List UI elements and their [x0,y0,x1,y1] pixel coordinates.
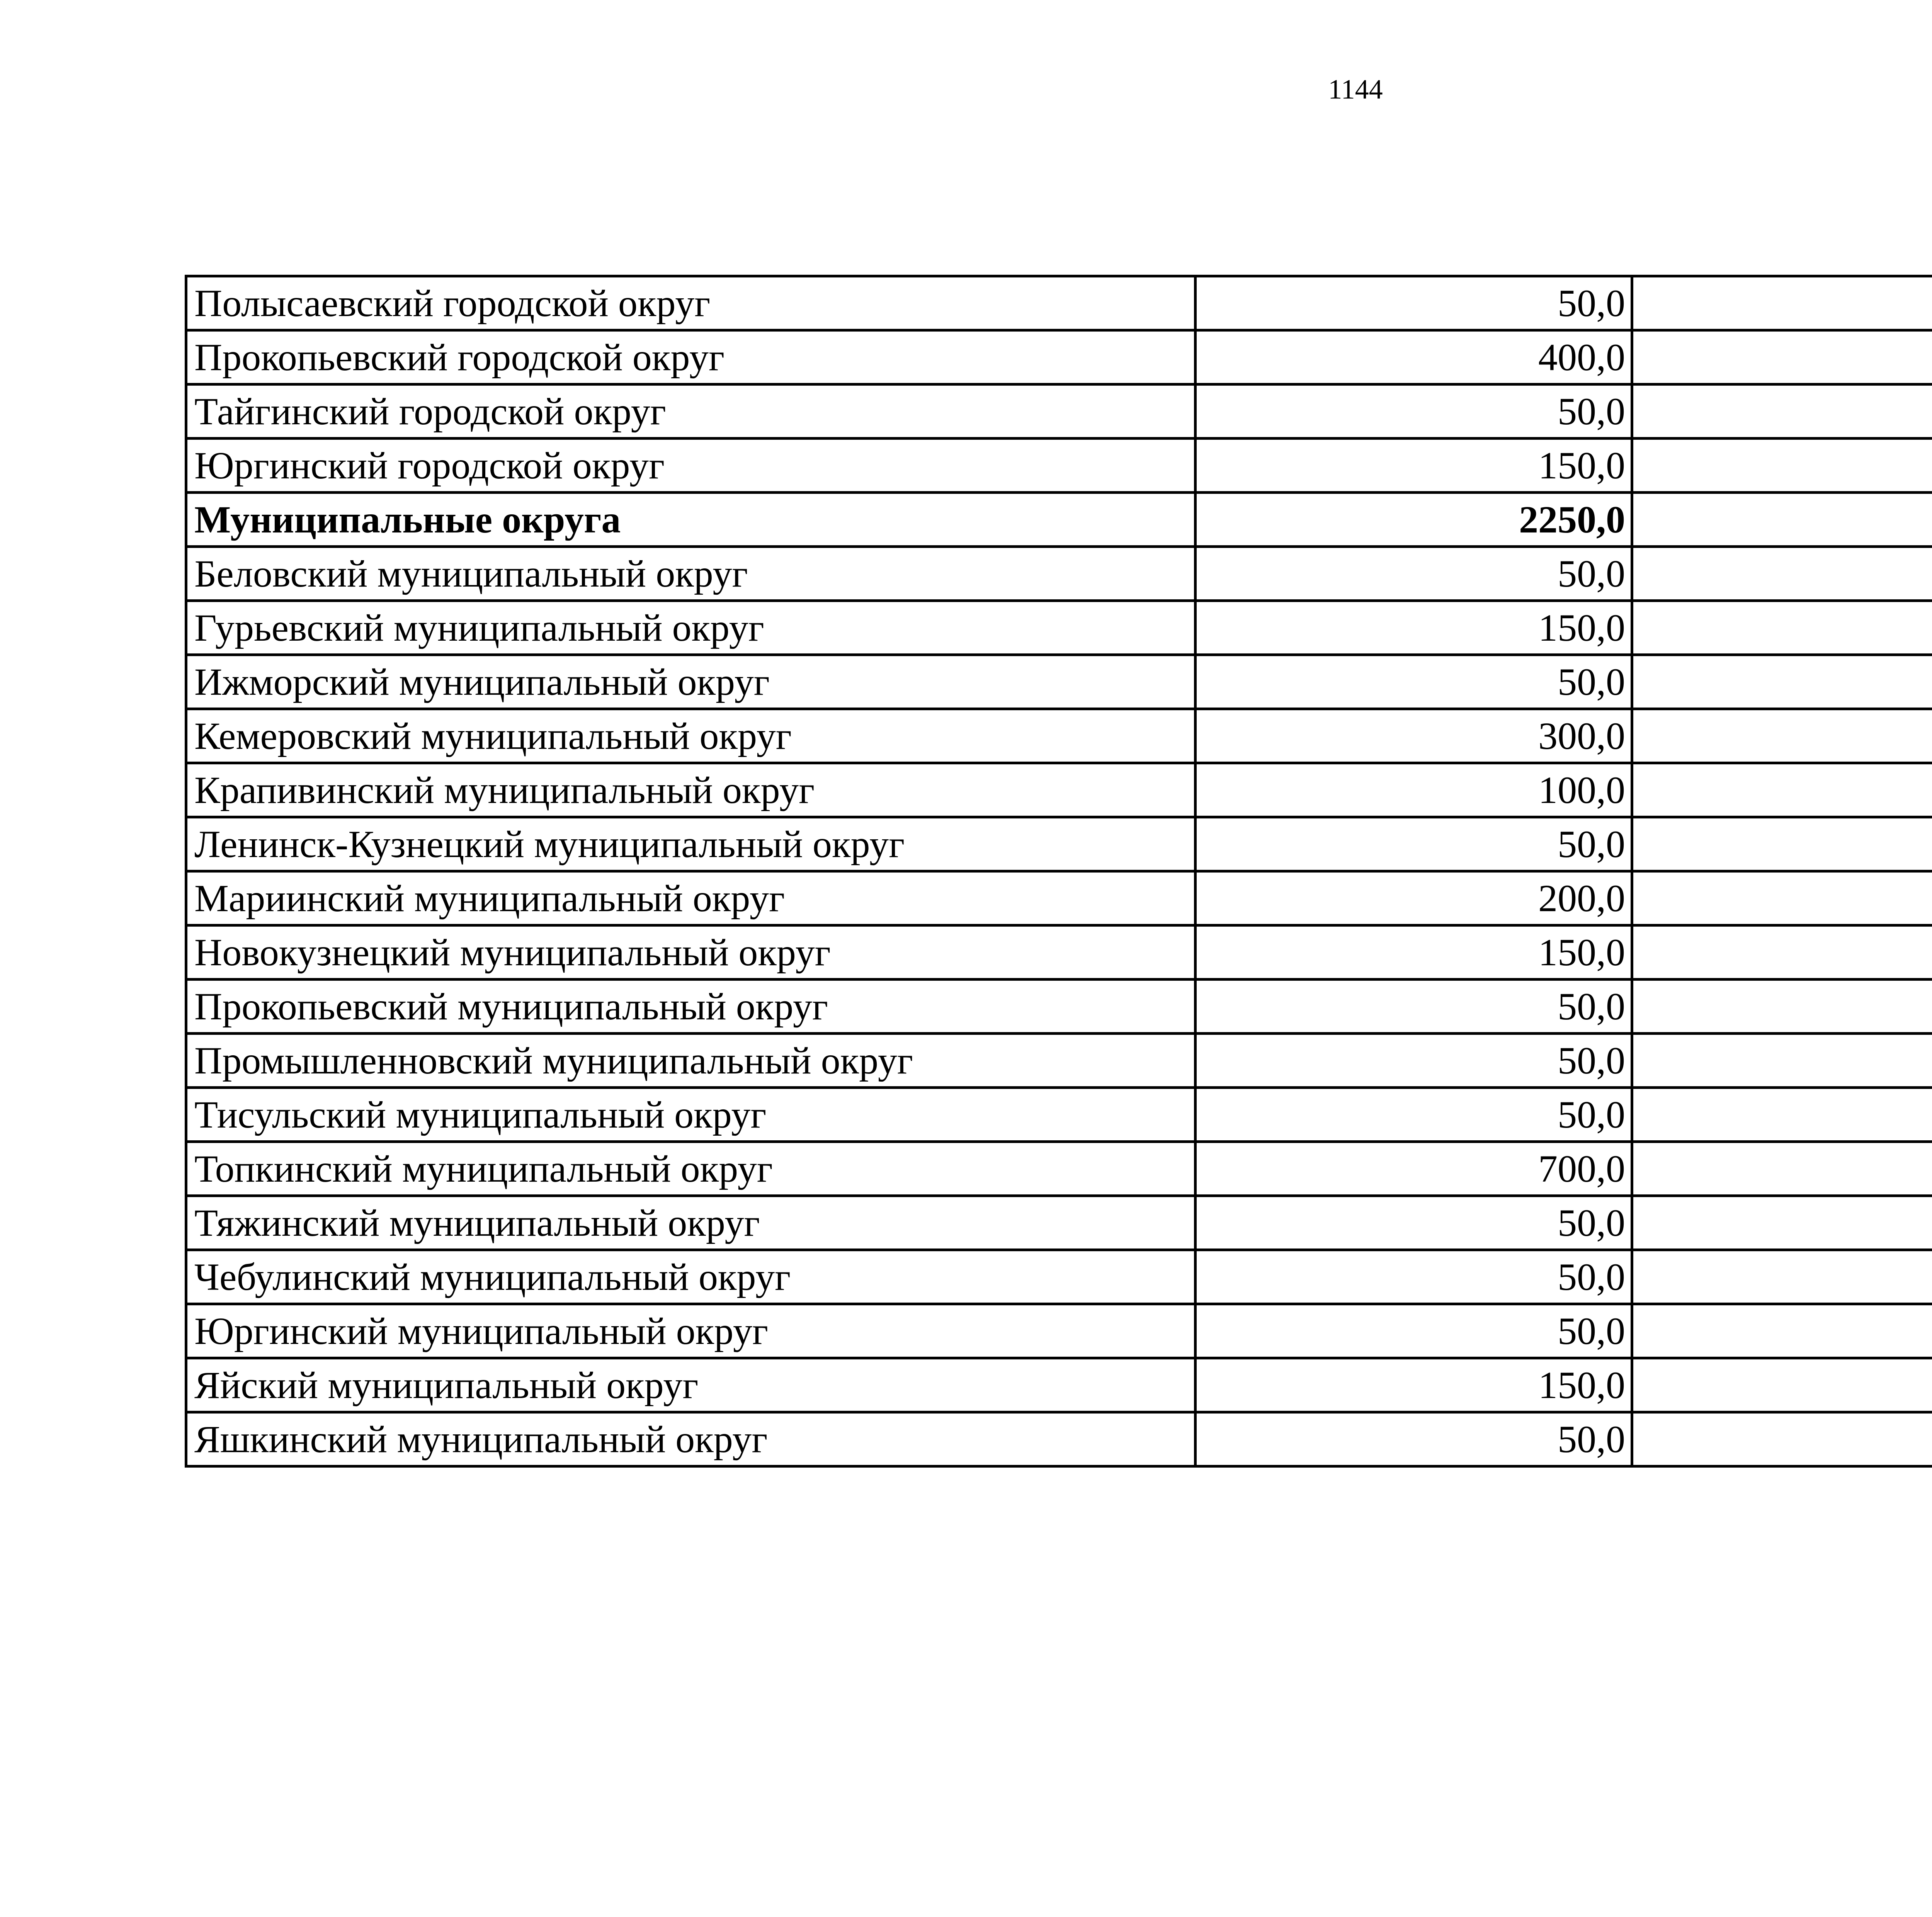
municipality-name: Прокопьевский муниципальный округ [186,980,1196,1034]
value-col-1: 50,0 [1196,1304,1632,1358]
municipality-name: Тяжинский муниципальный округ [186,1196,1196,1250]
value-col-1: 2250,0 [1196,493,1632,547]
value-col-1: 50,0 [1196,547,1632,601]
value-col-2 [1632,384,1932,439]
table-row [186,601,1932,655]
value-col-1: 200,0 [1196,871,1632,925]
value-col-2 [1632,817,1932,871]
table-row [186,1304,1932,1358]
table-row [186,925,1932,980]
table-row [186,709,1932,763]
table-row [186,817,1932,871]
table-row [186,1250,1932,1304]
table-row [186,547,1932,601]
municipality-name: Чебулинский муниципальный округ [186,1250,1196,1304]
value-col-1: 700,0 [1196,1142,1632,1196]
municipality-name: Ленинск-Кузнецкий муниципальный округ [186,817,1196,871]
value-col-1: 50,0 [1196,384,1632,439]
value-col-1: 300,0 [1196,709,1632,763]
value-col-2 [1632,655,1932,709]
value-col-2 [1632,871,1932,925]
value-col-2 [1632,1304,1932,1358]
value-col-1: 150,0 [1196,1358,1632,1412]
value-col-2 [1632,1088,1932,1142]
municipality-name: Топкинский муниципальный округ [186,1142,1196,1196]
value-col-2 [1632,1358,1932,1412]
value-col-2 [1632,547,1932,601]
value-col-2 [1632,276,1932,330]
value-col-1: 150,0 [1196,439,1632,493]
table-row [186,439,1932,493]
municipality-name: Промышленновский муниципальный округ [186,1034,1196,1088]
value-col-2 [1632,763,1932,817]
municipality-name: Тайгинский городской округ [186,384,1196,439]
value-col-2 [1632,1196,1932,1250]
table-row [186,1358,1932,1412]
value-col-1: 50,0 [1196,817,1632,871]
municipality-name: Гурьевский муниципальный округ [186,601,1196,655]
municipality-name: Яшкинский муниципальный округ [186,1412,1196,1466]
table-row [186,871,1932,925]
table-body [186,276,1932,1466]
municipality-name: Юргинский муниципальный округ [186,1304,1196,1358]
value-col-2 [1632,1142,1932,1196]
table-row [186,655,1932,709]
table-row [186,1412,1932,1466]
allocation-table [185,275,1932,1468]
table-row [186,1034,1932,1088]
value-col-1: 50,0 [1196,276,1632,330]
value-col-1: 50,0 [1196,1196,1632,1250]
page-number: 1144 [1328,74,1383,105]
value-col-2 [1632,330,1932,384]
value-col-2 [1632,601,1932,655]
value-col-1: 50,0 [1196,1412,1632,1466]
table-row [186,1088,1932,1142]
value-col-2 [1632,439,1932,493]
table-row [186,330,1932,384]
value-col-1: 100,0 [1196,763,1632,817]
table-row-subtotal [186,493,1932,547]
table-row [186,1142,1932,1196]
municipality-name: Юргинский городской округ [186,439,1196,493]
municipality-name: Мариинский муниципальный округ [186,871,1196,925]
value-col-2 [1632,925,1932,980]
value-col-1: 400,0 [1196,330,1632,384]
value-col-1: 50,0 [1196,1088,1632,1142]
value-col-1: 150,0 [1196,925,1632,980]
table-row [186,1196,1932,1250]
value-col-2 [1632,1034,1932,1088]
value-col-2 [1632,980,1932,1034]
municipality-name: Кемеровский муниципальный округ [186,709,1196,763]
value-col-2 [1632,1412,1932,1466]
municipality-name: Яйский муниципальный округ [186,1358,1196,1412]
value-col-1: 150,0 [1196,601,1632,655]
table-row [186,763,1932,817]
municipality-name: Прокопьевский городской округ [186,330,1196,384]
value-col-2 [1632,709,1932,763]
value-col-1: 50,0 [1196,655,1632,709]
municipality-name: Полысаевский городской округ [186,276,1196,330]
municipality-name: Ижморский муниципальный округ [186,655,1196,709]
section-header-name: Муниципальные округа [186,493,1196,547]
municipality-name: Беловский муниципальный округ [186,547,1196,601]
value-col-2 [1632,1250,1932,1304]
value-col-2 [1632,493,1932,547]
municipality-name: Тисульский муниципальный округ [186,1088,1196,1142]
table-row [186,384,1932,439]
municipality-name: Крапивинский муниципальный округ [186,763,1196,817]
value-col-1: 50,0 [1196,1250,1632,1304]
table-row [186,276,1932,330]
value-col-1: 50,0 [1196,980,1632,1034]
municipality-name: Новокузнецкий муниципальный округ [186,925,1196,980]
table-row [186,980,1932,1034]
value-col-1: 50,0 [1196,1034,1632,1088]
